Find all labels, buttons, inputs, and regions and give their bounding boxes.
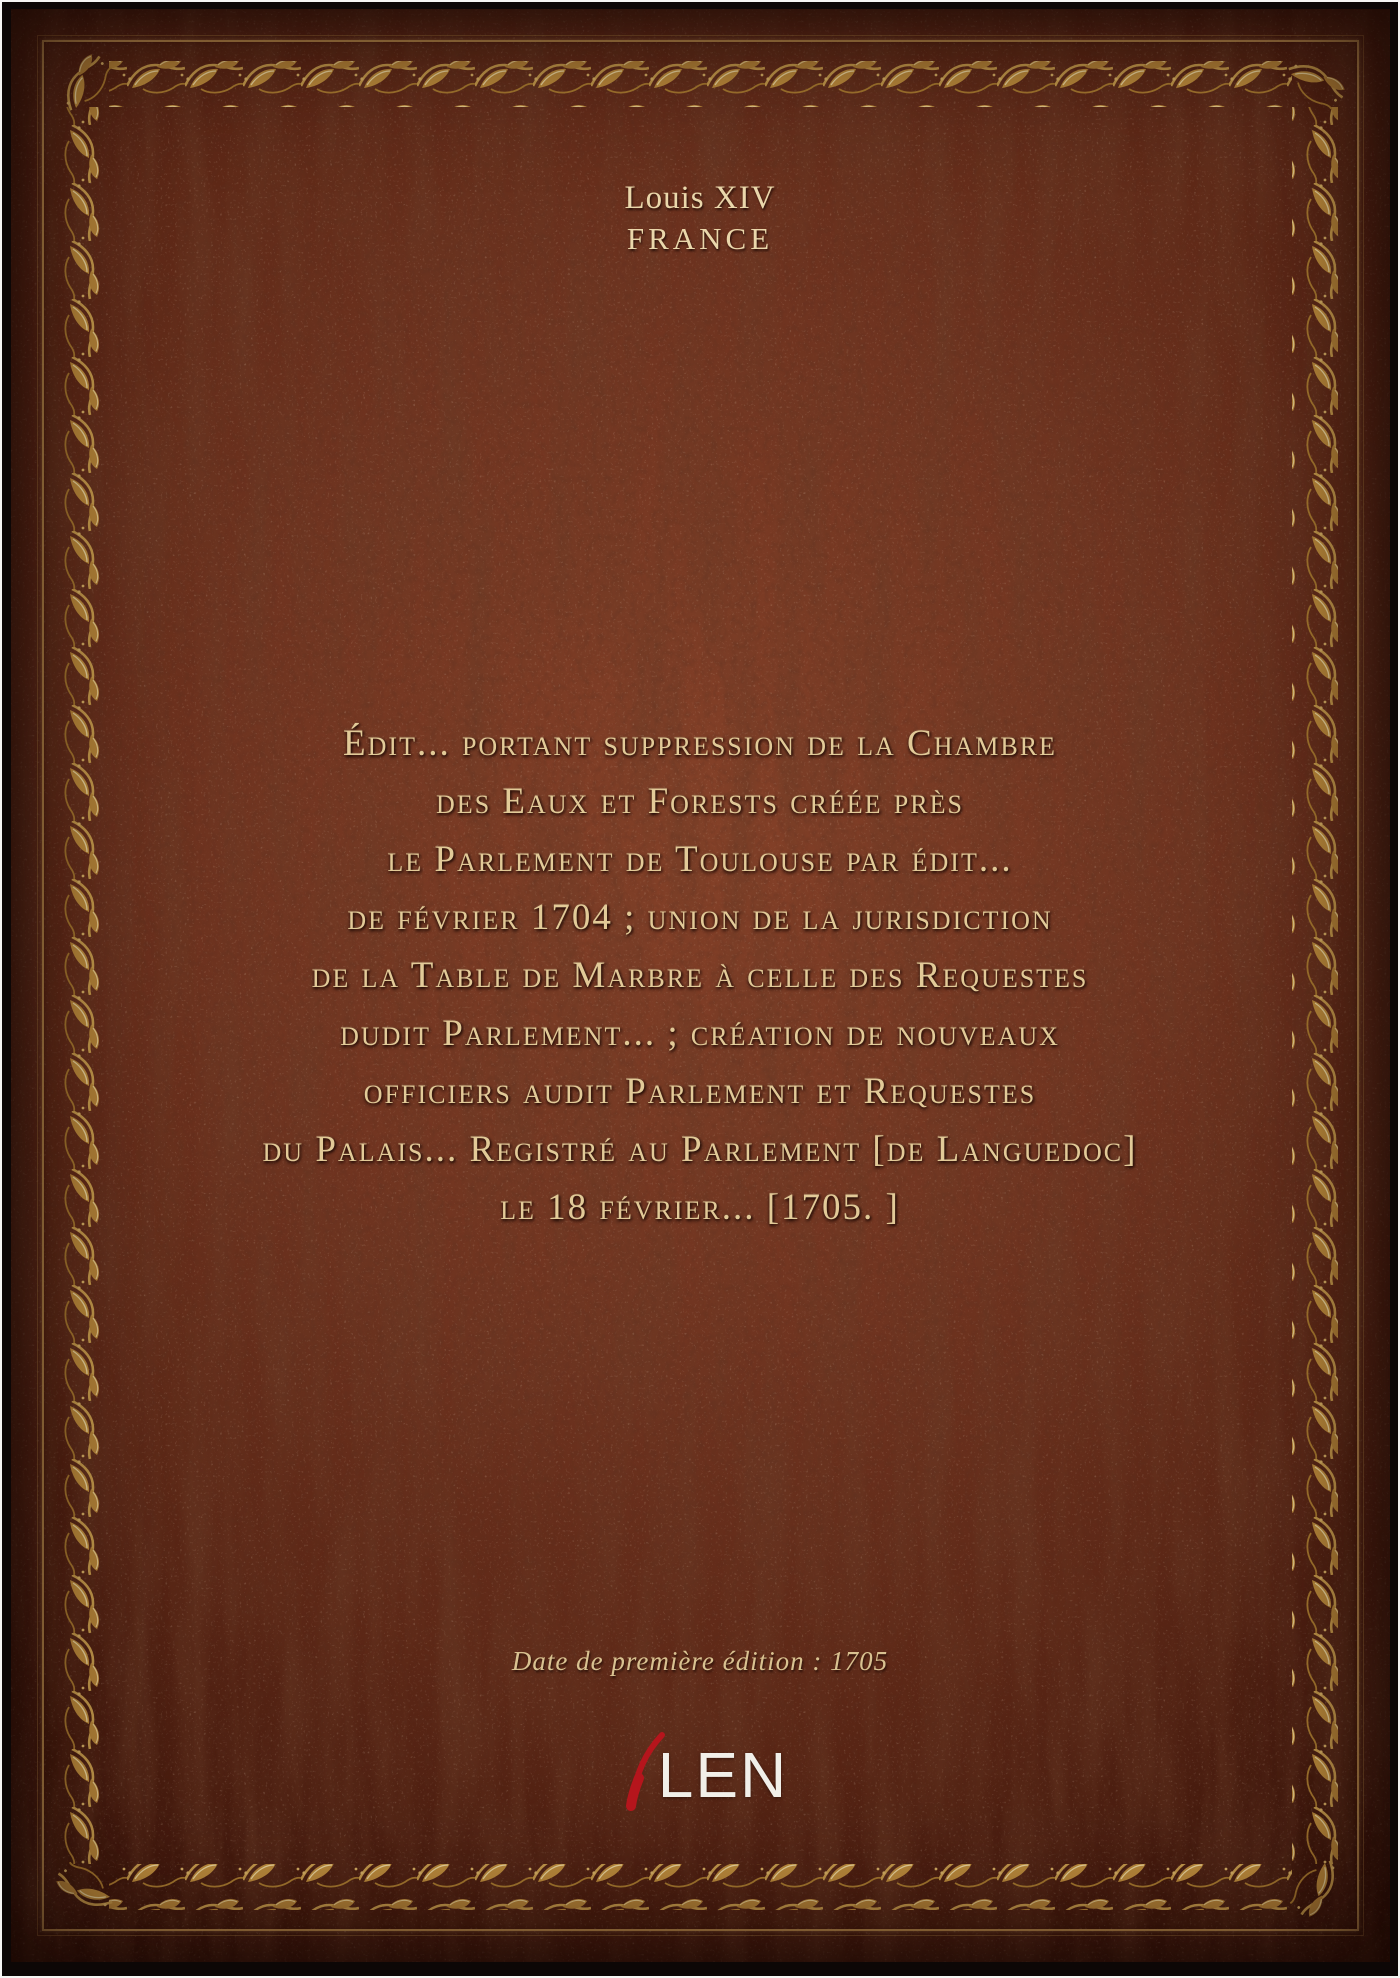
title-line: officiers audit Parlement et Requestes <box>363 1071 1037 1112</box>
title-line: Édit... portant suppression de la Chambre <box>343 723 1057 764</box>
author-name: Louis XIV <box>624 180 776 216</box>
title-line: le 18 février... [1705. ] <box>500 1187 900 1228</box>
title-line: de la Table de Marbre à celle des Requestes <box>311 955 1089 996</box>
title-line: de février 1704 ; union de la jurisdiction <box>347 897 1053 938</box>
leather-background <box>11 9 1390 1962</box>
author-country: FRANCE <box>626 221 774 256</box>
leather-texture <box>11 9 1390 1962</box>
title-line: dudit Parlement... ; création de nouveaux <box>340 1013 1060 1054</box>
title-line: le Parlement de Toulouse par édit... <box>387 839 1013 880</box>
edition-note: Date de première édition : 1705 <box>511 1646 889 1676</box>
len-logo-text: LEN <box>657 1739 789 1811</box>
title-line: des Eaux et Forests créée près <box>436 781 964 822</box>
title-line: du Palais... Registré au Parlement [de Languedoc] <box>262 1129 1138 1170</box>
